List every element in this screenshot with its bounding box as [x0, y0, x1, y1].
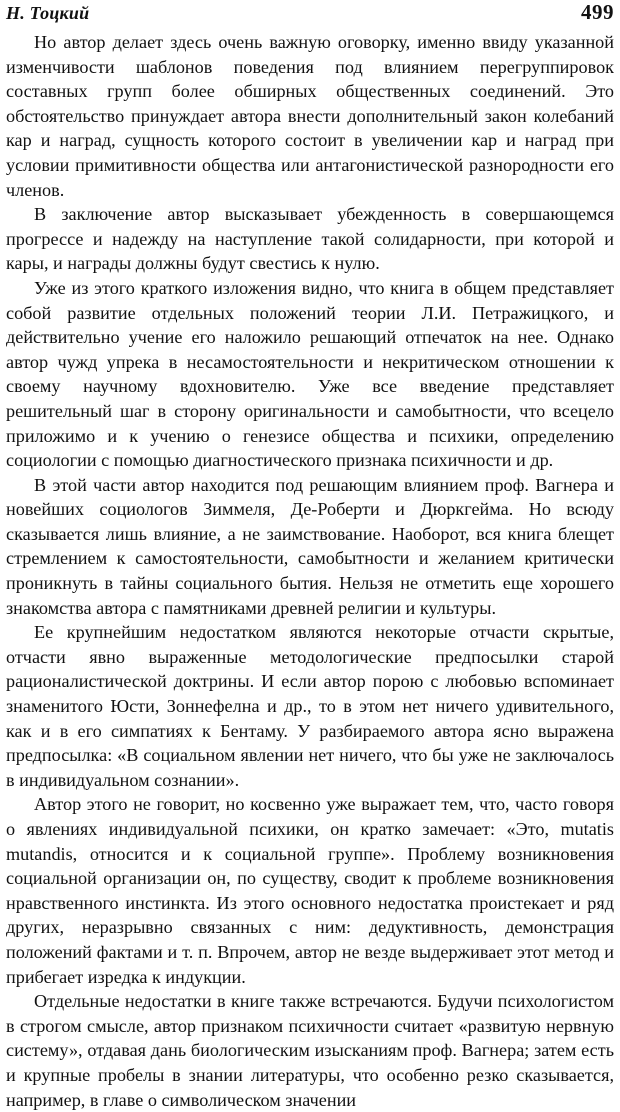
- page-number: 499: [581, 0, 614, 24]
- running-head-author: Н. Тоцкий: [6, 3, 90, 23]
- paragraph: Уже из этого краткого изложения видно, что книга в общем представляет собой развитие отдельных положений теории Л.И. Петражицкого, и действительно учение его наложило решающий отпечаток на нее. Однако автор чужд упрека в несамостоятельности и некритическом отношении к своему научному вдохновителю. Уже все введение представляет решительный шаг в сторону оригинальности и самобытности, что всецело приложимо и к учению о генезисе общества и психики, определению социологии с помощью диагностического признака психичности и др.: [6, 277, 614, 471]
- body-text: [6, 30, 614, 1112]
- paragraph: Но автор делает здесь очень важную оговорку, именно ввиду указанной изменчивости шаблонов поведения под влиянием перегруппировок составных групп более обширных общественных соединений. Это обстоятельство принуждает автора внести дополнительный закон колебаний кар и наград, сущность которого состоит в увеличении кар и наград при условии примитивности общества или антагонистической разнородности его членов.: [6, 32, 614, 200]
- running-head: [6, 0, 614, 30]
- paragraph: Отдельные недостатки в книге также встречаются. Будучи психологистом в строгом смысле, автор признаком психичности считает «развитую нервную систему», отдавая дань биологическим изысканиям проф. Вагнера; затем есть и крупные пробелы в знании литературы, что особенно резко сказывается, например, в главе о символическом значении: [6, 991, 614, 1110]
- paragraph: В этой части автор находится под решающим влиянием проф. Вагнера и новейших социологов Зиммеля, Де-Роберти и Дюркгейма. Но всюду сказывается лишь влияние, а не заимствование. Наоборот, вся книга блещет стремлением к самостоятельности, самобытности и желанием критически проникнуть в тайны социального бытия. Нельзя не отметить еще хорошего знакомства автора с памятниками древней религии и культуры.: [6, 474, 614, 618]
- paragraph: В заключение автор высказывает убежденность в совершающемся прогрессе и надежду на наступление такой солидарности, при которой и кары, и награды должны будут свестись к нулю.: [6, 204, 614, 274]
- paragraph: Ее крупнейшим недостатком являются некоторые отчасти скрытые, отчасти явно выраженные методологические предпосылки старой рационалистической доктрины. И если автор порою с любовью вспоминает знаменитого Юсти, Зоннефелна и др., то в этом нет ничего удивительного, как и в его симпатиях к Бентаму. У разбираемого автора ясно выражена предпосылка: «В социальном явлении нет ничего, что бы уже не заключалось в индивидуальном сознании».: [6, 622, 614, 790]
- paragraph: Автор этого не говорит, но косвенно уже выражает тем, что, часто говоря о явлениях индивидуальной психики, он кратко замечает: «Это, mutatis mutandis, относится и к социальной группе». Проблему возникновения социальной организации он, по существу, сводит к проблеме возникновения нравственного инстинкта. Из этого основного недостатка проистекает и ряд других, неразрывно связанных с ним: дедуктивность, демонстрация положений фактами и т. п. Впрочем, автор не везде выдерживает этот метод и прибегает изредка к индукции.: [6, 794, 614, 987]
